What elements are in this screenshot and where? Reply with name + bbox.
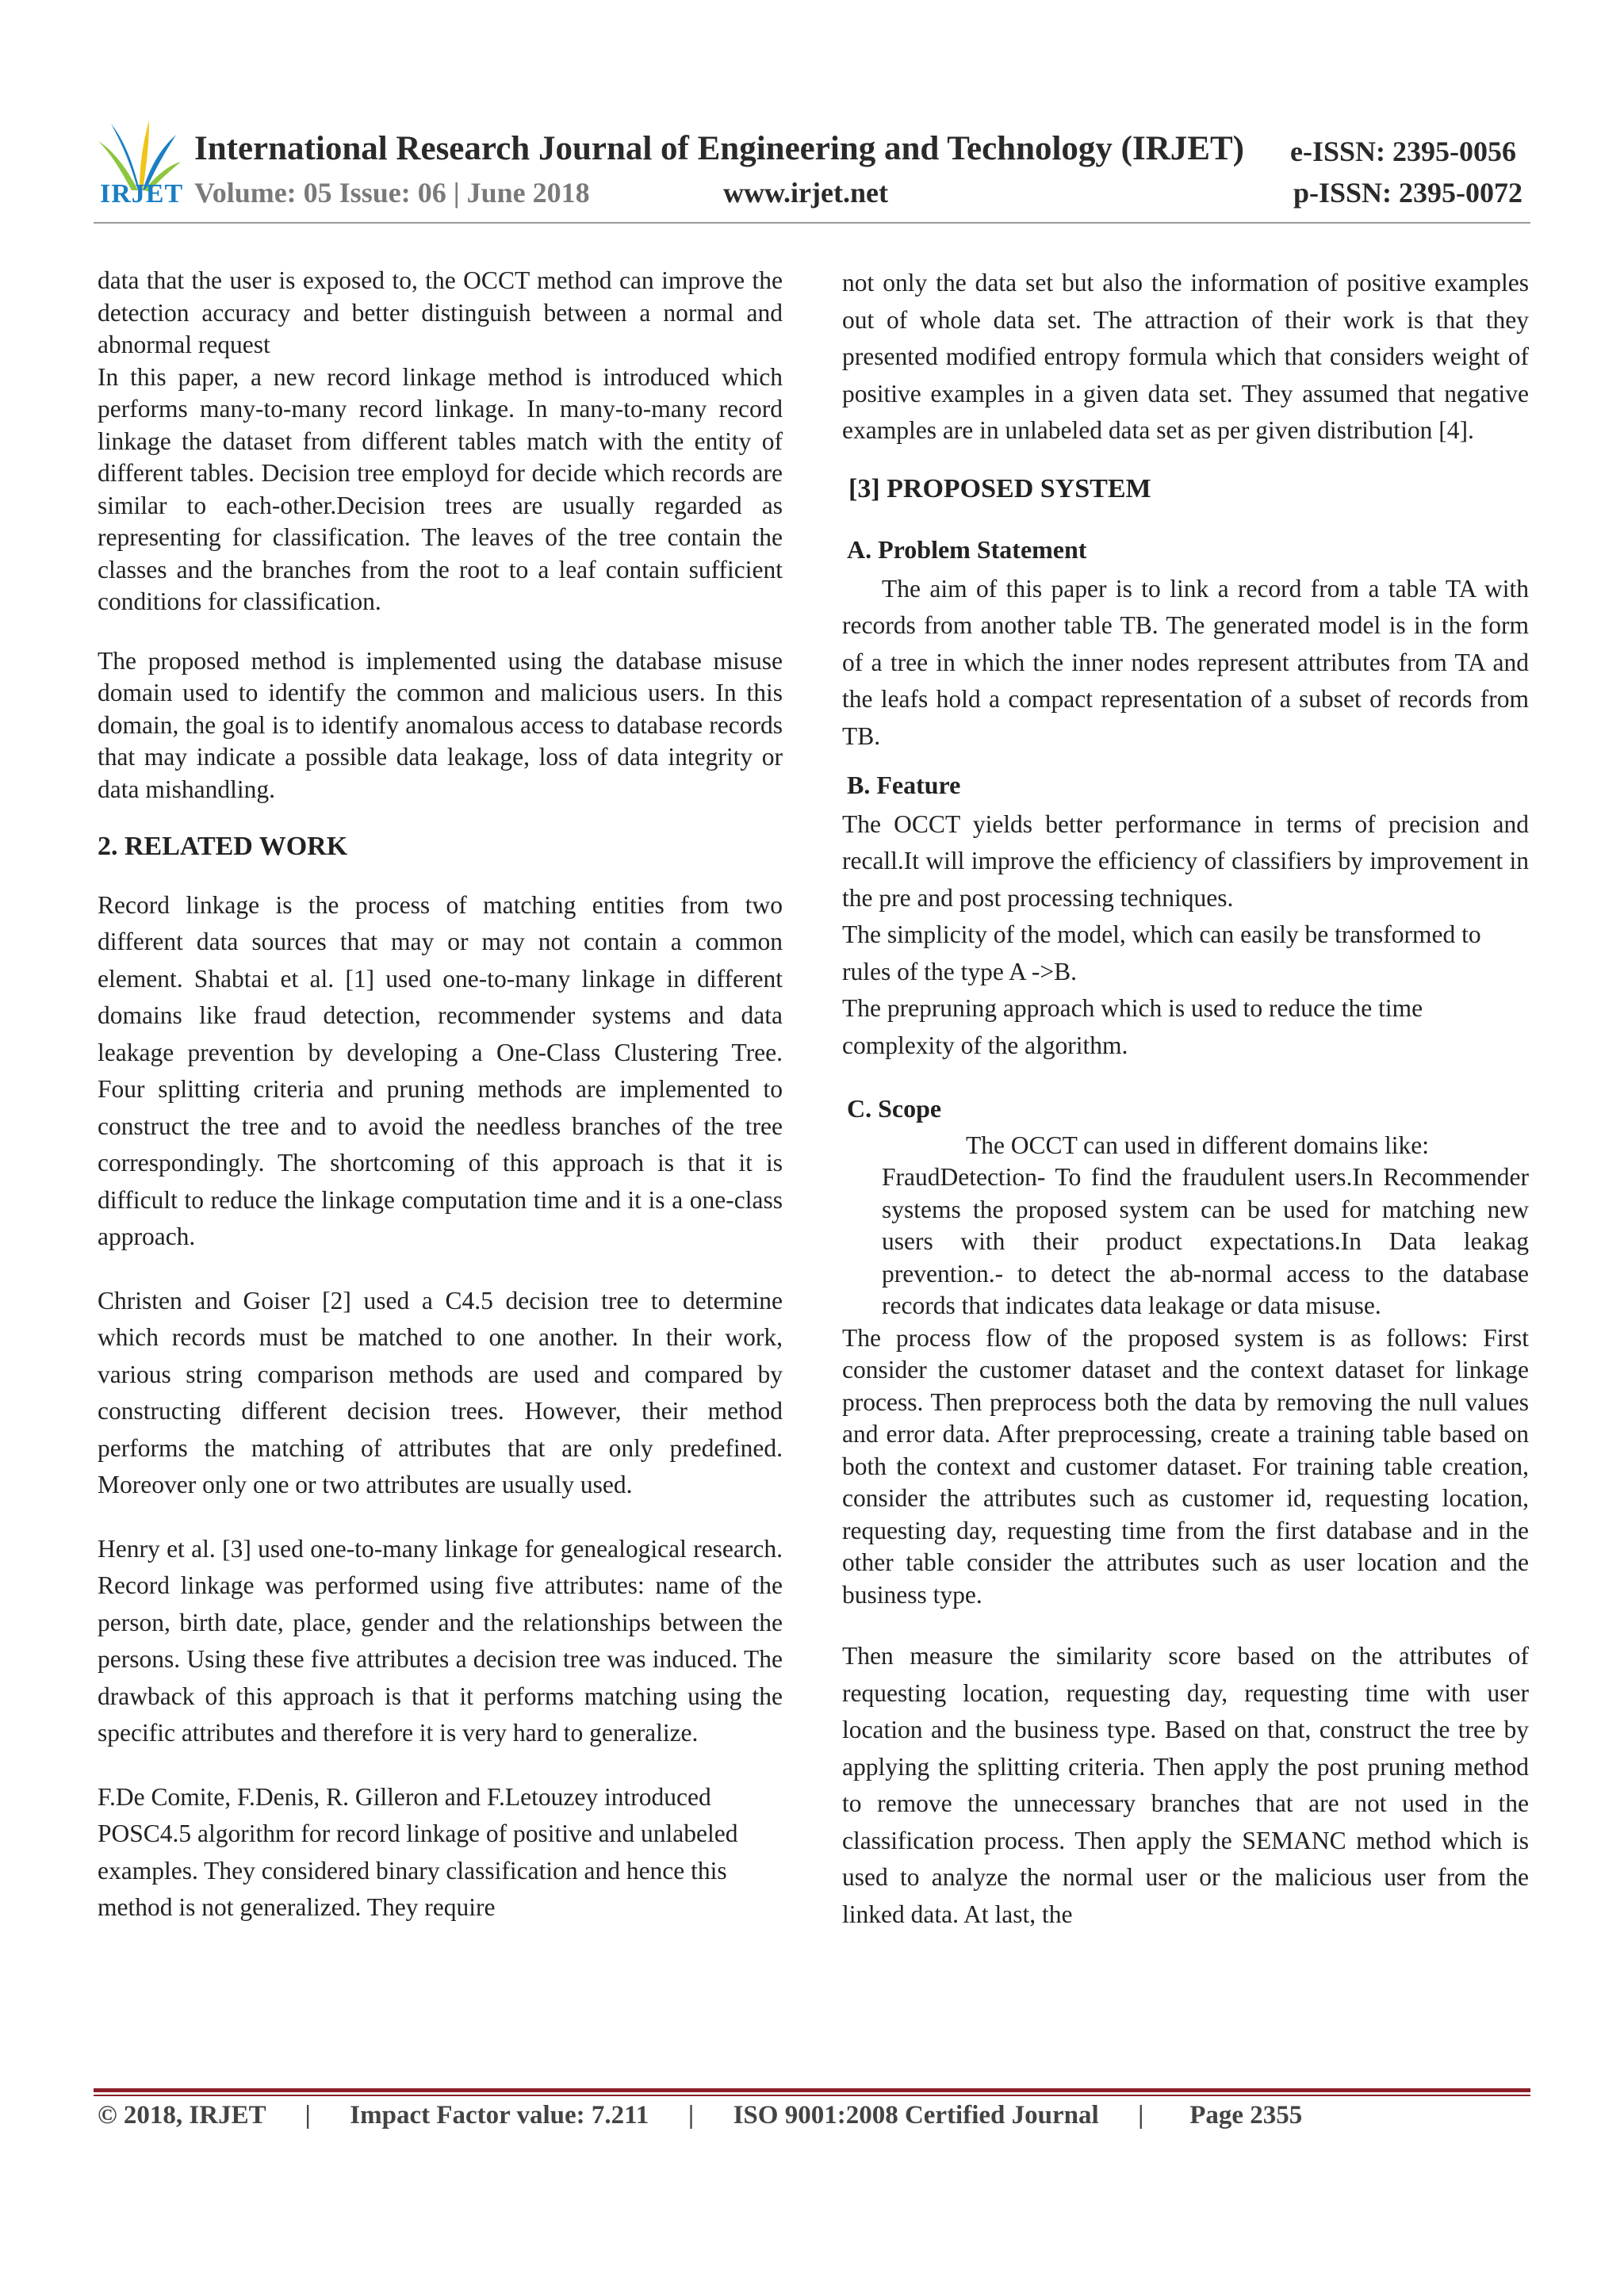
- paragraph: data that the user is exposed to, the OCCT method can improve the detection accuracy and better distinguish between a normal and abnormal request: [98, 266, 783, 358]
- paragraph: Christen and Goiser [2] used a C4.5 decision tree to determine which records must be matched to one another. In their work, various string comparison methods are used and compared by constructing different decision trees. However, their method performs the matching of attributes that are only predefined. Moreover only one or two attributes are usually used.: [98, 1286, 783, 1498]
- paragraph: F.De Comite, F.Denis, R. Gilleron and F.Letouzey introduced POSC4.5 algorithm for record linkage of positive and unlabeled examples. They considered binary classification and hence this method is not generalized. They require: [98, 1782, 738, 1921]
- logo-text: IRJET: [100, 179, 184, 209]
- left-column: [98, 265, 783, 1927]
- paragraph: Henry et al. [3] used one-to-many linkage for genealogical research. Record linkage was performed using five attributes: name of the person, birth date, place, gender and the relationships between the persons. Using these five attributes a decision tree was induced. The drawback of this approach is that it performs matching using the specific attributes and therefore it is very hard to generalize.: [98, 1534, 783, 1747]
- section-heading-related-work: 2. RELATED WORK: [98, 832, 348, 861]
- footer-impact-factor: Impact Factor value: 7.211: [350, 2101, 649, 2130]
- footer-copyright: © 2018, IRJET: [98, 2101, 266, 2130]
- right-column: [842, 265, 1529, 1933]
- header-divider: [94, 222, 1530, 224]
- website-link[interactable]: www.irjet.net: [723, 177, 888, 209]
- paragraph: The process flow of the proposed system is as follows: First consider the customer dataset and the context dataset for linkage process. Then preprocess both the data by removing the null values and error data. After preprocessing, create a training table based on both the context and customer dataset. For training table creation, consider the attributes such as customer id, requesting location, requesting day, requesting time from the first database and in the other table consider the attributes such as user location and the business type.: [842, 1323, 1529, 1609]
- subsection-heading-feature: B. Feature: [847, 771, 961, 799]
- footer-page-number: Page 2355: [1189, 2101, 1303, 2130]
- paragraph: The OCCT can used in different domains like:: [965, 1131, 1430, 1159]
- paragraph: Then measure the similarity score based on the attributes of requesting location, requesting day, requesting time with user location and the business type. Based on that, construct the tree by applying the splitting criteria. Then apply the post pruning method to remove the unnecessary branches that are not used in the classification process. Then apply the SEMANC method which is used to analyze the normal user or the malicious user from the linked data. At last, the: [842, 1642, 1529, 1928]
- subsection-heading-scope: C. Scope: [847, 1094, 942, 1123]
- section-heading-proposed-system: [3] PROPOSED SYSTEM: [848, 473, 1151, 503]
- footer-divider-thin: [94, 2095, 1530, 2096]
- page-header: [0, 0, 1624, 230]
- p-issn: p-ISSN: 2395-0072: [1293, 177, 1522, 209]
- paragraph: In this paper, a new record linkage method is introduced which performs many-to-many record linkage. In many-to-many record linkage the dataset from different tables match with the entity of different tables. Decision tree employd for decide which records are similar to each-other.Decision trees are usually regarded as representing for classification. The leaves of the tree contain the classes and the branches from the root to a leaf contain sufficient conditions for classification.: [98, 362, 783, 615]
- subsection-heading-problem-statement: A. Problem Statement: [847, 535, 1087, 564]
- footer-divider: [94, 2088, 1530, 2092]
- page-footer: © 2018, IRJET | Impact Factor value: 7.211 | ISO 9001:2008 Certified Journal | Page 2355: [98, 2101, 1303, 2130]
- paragraph: The simplicity of the model, which can easily be transformed to rules of the type A ->B.: [842, 920, 1481, 985]
- paragraph: The aim of this paper is to link a record from a table TA with records from another table TB. The generated model is in the form of a tree in which the inner nodes represent attributes from TA and the leafs hold a compact representation of a subset of records from TB.: [842, 574, 1529, 750]
- paragraph: not only the data set but also the information of positive examples out of whole data set. The attraction of their work is that they presented modified entropy formula which that considers weight of positive examples in a given data set. They assumed that negative examples are in unlabeled data set as per given distribution [4].: [842, 269, 1529, 444]
- paragraph: Record linkage is the process of matching entities from two different data sources that may or may not contain a common element. Shabtai et al. [1] used one-to-many linkage in different domains like fraud detection, recommender systems and data leakage prevention by developing a One-Class Clustering Tree. Four splitting criteria and pruning methods are implemented to construct the tree and to avoid the needless branches of the tree correspondingly. The shortcoming of this approach is that it is difficult to reduce the linkage computation time and it is a one-class approach.: [98, 890, 783, 1250]
- footer-iso: ISO 9001:2008 Certified Journal: [733, 2101, 1099, 2130]
- paragraph: The OCCT yields better performance in terms of precision and recall.It will improve the efficiency of classifiers by improvement in the pre and post processing techniques.: [842, 809, 1529, 912]
- volume-issue: Volume: 05 Issue: 06 | June 2018: [194, 177, 590, 209]
- paragraph: The prepruning approach which is used to reduce the time complexity of the algorithm.: [842, 994, 1423, 1059]
- e-issn: e-ISSN: 2395-0056: [1290, 136, 1516, 167]
- journal-title: International Research Journal of Engineering and Technology (IRJET): [194, 130, 1244, 167]
- paragraph: The proposed method is implemented using the database misuse domain used to identify the common and malicious users. In this domain, the goal is to identify anomalous access to database records that may indicate a possible data leakage, loss of data integrity or data mishandling.: [98, 646, 783, 803]
- scope-list: FraudDetection- To find the fraudulent users.In Recommender systems the proposed system can be used for matching new users with their product expectations.In Data leakag prevention.- to detect the ab-normal access to the database records that indicates data leakage or data misuse.: [882, 1163, 1529, 1319]
